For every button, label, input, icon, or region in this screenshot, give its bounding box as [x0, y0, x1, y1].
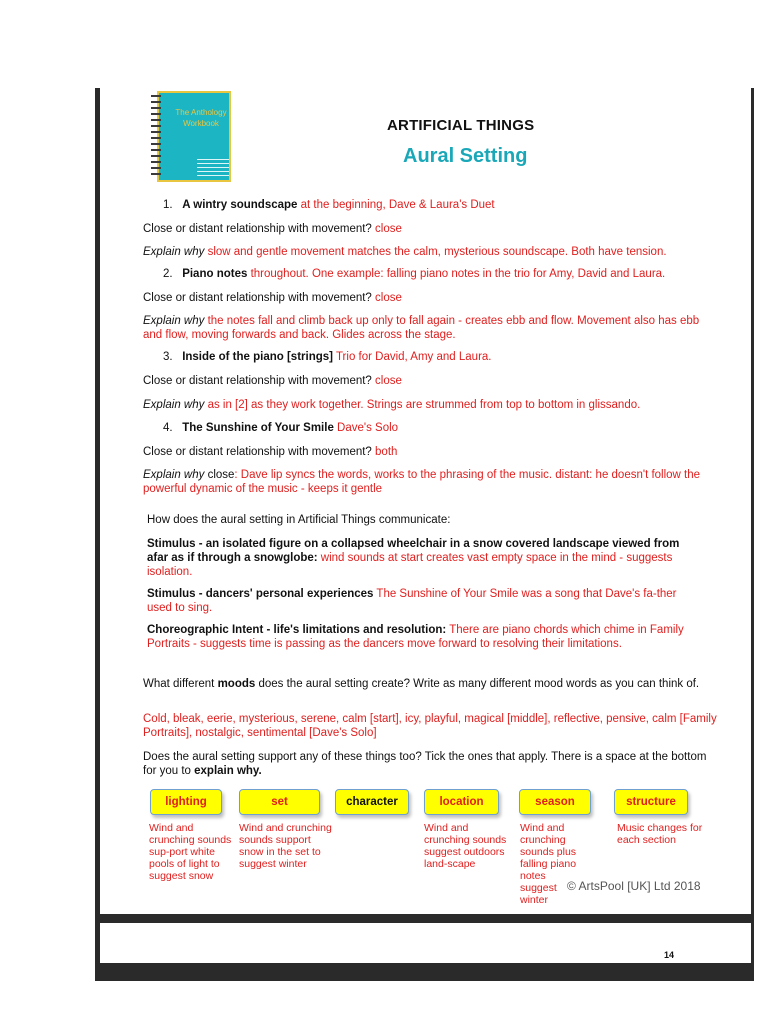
relation-question: Close or distant relationship with movement?	[143, 446, 372, 458]
item-number: 3.	[163, 351, 173, 363]
page-border-bottom	[95, 963, 754, 981]
item-detail: throughout. One example: falling piano notes in the trio for Amy, David and Laura.	[247, 268, 666, 280]
moods-question-a: What different	[143, 678, 218, 690]
item-3-explain	[143, 398, 743, 412]
support-question-b: explain why.	[194, 765, 262, 777]
explain-label: Explain why	[143, 315, 205, 327]
moods-answer: Cold, bleak, eerie, mysterious, serene, calm [start], icy, playful, magical [middle], reflective, pensive, calm [Family Portraits], nostalgic, sentimental [Dave's Solo]	[143, 713, 717, 739]
item-number: 2.	[163, 268, 173, 280]
item-number: 1.	[163, 199, 173, 211]
relation-question: Close or distant relationship with movement?	[143, 223, 372, 235]
note-set: Wind and crunching sounds support snow in the set to suggest winter	[239, 822, 332, 870]
item-4-heading-line	[163, 421, 743, 435]
choreographic-intent	[147, 623, 692, 651]
item-2-explain	[143, 314, 713, 342]
item-2-heading-line	[163, 267, 743, 281]
page-number: 14	[664, 950, 675, 960]
stimulus-1	[147, 537, 692, 579]
page-border-left	[95, 88, 100, 981]
page-divider	[95, 914, 754, 923]
moods-question-b: moods	[217, 678, 256, 690]
support-question	[143, 750, 718, 778]
relation-answer: close	[371, 375, 402, 387]
explain-answer: the notes fall and climb back up only to fall again - creates ebb and flow. Movement also has ebb and flow, moving forwards and back. Glides across the stage.	[143, 315, 700, 341]
spiral-binding	[151, 95, 161, 177]
document-subtitle: Aural Setting	[403, 145, 528, 167]
note-lighting: Wind and crunching sounds sup-port white pools of light to suggest snow	[149, 822, 232, 882]
explain-label: Explain why	[143, 399, 205, 411]
relation-answer: close	[371, 223, 402, 235]
item-4-explain	[143, 468, 718, 496]
item-detail: Dave's Solo	[333, 422, 399, 434]
support-question-a: Does the aural setting support any of these things too? Tick the ones that apply. There is a space at the bottom for you to	[143, 751, 707, 777]
note-structure: Music changes for each section	[617, 822, 703, 846]
tick-season[interactable]: season	[519, 789, 591, 815]
explain-answer: as in [2] as they work together. Strings are strummed from top to bottom in glissando.	[204, 399, 641, 411]
item-2-relation	[143, 291, 743, 305]
item-heading: Inside of the piano [strings]	[182, 351, 333, 363]
explain-label: Explain why	[143, 469, 205, 481]
explain-plain: close	[204, 469, 235, 481]
notebook-cover	[157, 91, 231, 182]
item-detail: Trio for David, Amy and Laura.	[332, 351, 492, 363]
stimulus-1-answer: wind sounds at start creates vast empty space in the mind - suggests isolation.	[147, 552, 673, 578]
moods-question-c: does the aural setting create? Write as many different mood words as you can think of.	[255, 678, 700, 690]
explain-label: Explain why	[143, 246, 205, 258]
item-4-relation	[143, 445, 743, 459]
copyright: © ArtsPool [UK] Ltd 2018	[567, 879, 701, 893]
stimulus-2	[147, 587, 692, 615]
notebook-lines	[197, 159, 229, 177]
logo-title: The Anthology Workbook	[175, 108, 227, 128]
communicate-question: How does the aural setting in Artificial Things communicate:	[147, 514, 451, 526]
explain-answer: slow and gentle movement matches the calm, mysterious soundscape. Both have tension.	[204, 246, 667, 258]
tick-location[interactable]: location	[424, 789, 499, 815]
explain-answer: : Dave lip syncs the words, works to the phrasing of the music. distant: he doesn't follow the powerful dynamic of the music - keeps it gentle	[143, 469, 701, 495]
page-border-right	[751, 88, 754, 981]
item-1-relation	[143, 222, 743, 236]
item-number: 4.	[163, 422, 173, 434]
item-3-relation	[143, 374, 743, 388]
note-location: Wind and crunching sounds suggest outdoors land-scape	[424, 822, 507, 870]
item-detail: at the beginning, Dave & Laura's Duet	[297, 199, 495, 211]
tick-set[interactable]: set	[239, 789, 320, 815]
stimulus-2-answer: The Sunshine of Your Smile was a song that Dave's fa-ther used to sing.	[147, 588, 677, 614]
stimulus-2-label: Stimulus - dancers' personal experiences	[147, 588, 374, 600]
tick-character[interactable]: character	[335, 789, 409, 815]
stimulus-1-label: Stimulus - an isolated figure on a collapsed wheelchair in a snow covered landscape viewed from afar as if through a snowglobe:	[147, 538, 680, 564]
relation-answer: close	[371, 292, 402, 304]
tick-structure[interactable]: structure	[614, 789, 688, 815]
relation-answer: both	[371, 446, 398, 458]
item-1-heading-line	[163, 198, 743, 212]
intent-label: Choreographic Intent - life's limitations and resolution:	[147, 624, 447, 636]
tick-lighting[interactable]: lighting	[150, 789, 222, 815]
relation-question: Close or distant relationship with movement?	[143, 375, 372, 387]
anthology-workbook-logo	[153, 89, 234, 184]
moods-question	[143, 677, 723, 691]
note-season: Wind and crunching sounds plus falling piano notes suggest winter	[520, 822, 577, 906]
item-3-heading-line	[163, 350, 743, 364]
item-1-explain	[143, 245, 743, 259]
relation-question: Close or distant relationship with movement?	[143, 292, 372, 304]
item-heading: Piano notes	[182, 268, 248, 280]
item-heading: The Sunshine of Your Smile	[182, 422, 334, 434]
item-heading: A wintry soundscape	[182, 199, 298, 211]
intent-answer: There are piano chords which chime in Family Portraits - suggests time is passing as the dancers move forward to resolving their limitations.	[147, 624, 684, 650]
document-title: ARTIFICIAL THINGS	[387, 117, 535, 134]
